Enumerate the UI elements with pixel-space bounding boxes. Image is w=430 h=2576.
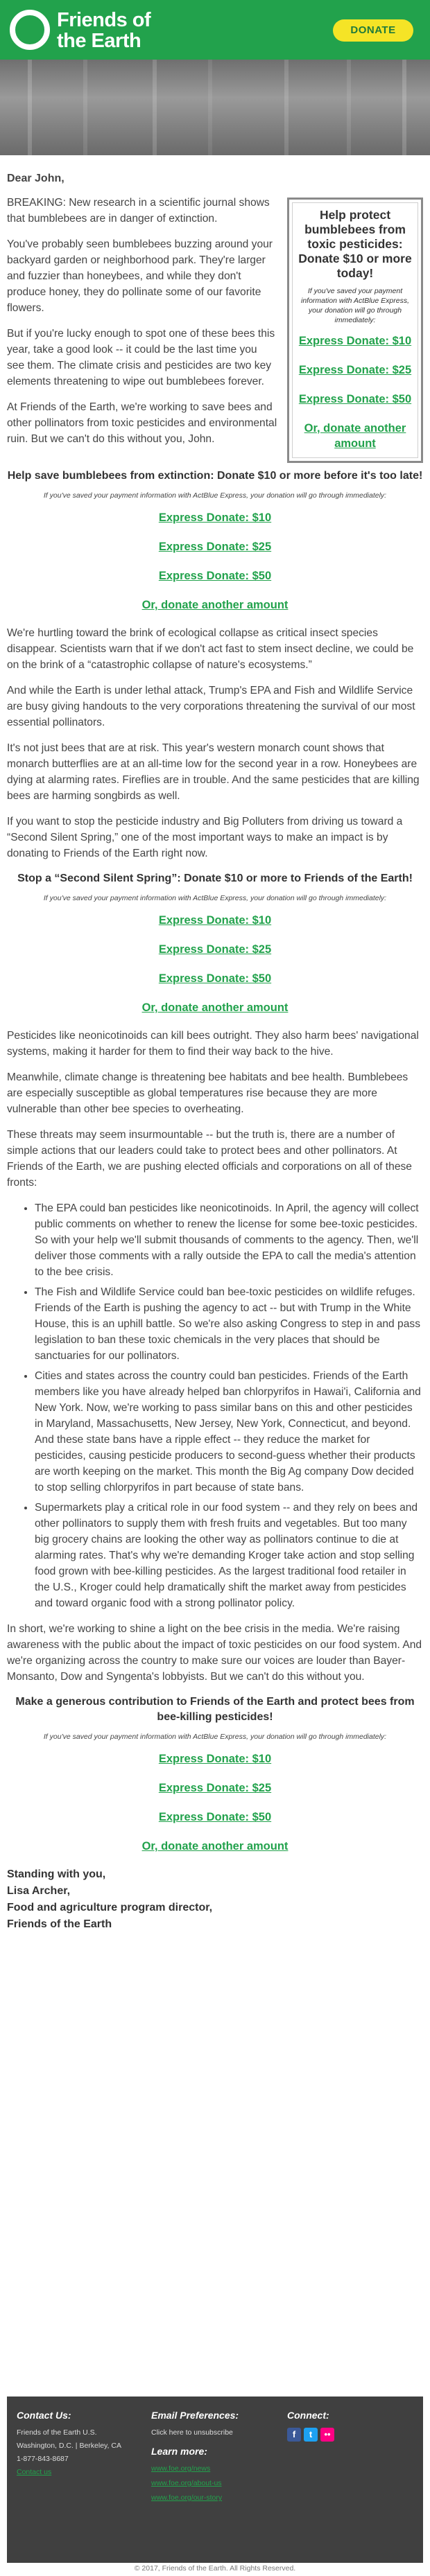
action-list [7, 1200, 423, 1611]
donate-25-link[interactable]: Express Donate: $25 [158, 541, 272, 553]
donate-50-link[interactable]: Express Donate: $50 [158, 972, 272, 985]
sidebox-donate-50-link[interactable]: Express Donate: $50 [298, 393, 412, 405]
body-paragraph: It's not just bees that are at risk. This year's western monarch count shows that monarch butterflies are at an all-time low for the second year in a row. Honeybees are dying at alarming rates. Fireflies are in trouble. And the same pesticides that are killing bees are harming songbirds as well. [7, 742, 420, 802]
body-paragraph: And while the Earth is under lethal attack, Trump's EPA and Fish and Wildlife Service are busy giving handouts to the very corporations threatening the survival of our most essential pollinators. [7, 685, 415, 728]
learn-more-link[interactable]: www.foe.org/about-us [151, 2479, 222, 2487]
intro-paragraph: But if you're lucky enough to spot one of these bees this year, take a good look -- it could be the last time you see them. The climate crisis and pesticides are two key elements threatening to wipe out bumblebees forever. [7, 328, 275, 387]
body-paragraph: Pesticides like neonicotinoids can kill bees outright. They also harm bees' navigational systems, making it harder for them to find their way back to the hive. [7, 1030, 419, 1058]
list-item: • Supermarkets play a critical role in our food system -- and they rely on bees and other pollinators to supply them with fresh fruits and vegetables. But too many big grocery chains are looking the other way as pollinators continue to die at alarming rates. That's why we're demanding Kroger take action and stop selling food grown with bee-killing pesticides. As the largest traditional food retailer in the U.S., Kroger could help dramatically shift the market away from pesticides and toward organic food with a strong pollinator policy. [35, 1500, 423, 1611]
donate-button[interactable]: DONATE [333, 19, 413, 42]
donation-ask-title: Stop a “Second Silent Spring”: Donate $10 or more to Friends of the Earth! [17, 873, 413, 884]
learn-more-link[interactable]: www.foe.org/news [151, 2464, 211, 2473]
body-paragraph: These threats may seem insurmountable -- but the truth is, there are a number of simple actions that our leaders could take to protect bees and other pollinators. At Friends of the Earth, we are pushing elected officials and corporations on all of these fronts: [7, 1129, 412, 1189]
sidebox-donate-10-link[interactable]: Express Donate: $10 [298, 335, 412, 347]
twitter-icon[interactable]: t [304, 2428, 318, 2442]
unsubscribe-link[interactable]: Click here to unsubscribe [151, 2428, 233, 2437]
donate-10-link[interactable]: Express Donate: $10 [158, 1753, 272, 1765]
copyright: © 2017, Friends of the Earth. All Rights Reserved. [134, 2564, 296, 2573]
sidebox-note: If you've saved your payment information with ActBlue Express, your donation will go through immediately: [300, 287, 409, 324]
sidebox-donate-25-link[interactable]: Express Donate: $25 [298, 364, 412, 376]
intro-paragraph: You've probably seen bumblebees buzzing around your backyard garden or neighborhood park. They're larger and fuzzier than honeybees, and while they don't produce honey, they do pollinate some of our favorite flowers. [7, 238, 273, 314]
body-paragraph: Meanwhile, climate change is threatening bee habitats and bee health. Bumblebees are especially susceptible as global temperatures rise because they are more vulnerable than other bee species to overheating. [7, 1071, 409, 1115]
body-paragraph: If you want to stop the pesticide industry and Big Polluters from driving us toward a “Second Silent Spring,” one of the most important ways to make an impact is by donating to Friends of the Earth right now. [7, 816, 403, 859]
donate-10-link[interactable]: Express Donate: $10 [158, 511, 272, 524]
intro-paragraph: At Friends of the Earth, we're working to save bees and other pollinators from toxic pesticides and environmental ruin. But we can't do this without you, John. [7, 401, 277, 445]
footer-preferences: Email Preferences: Click here to unsubscribe Learn more: www.foe.org/news www.foe.org/about-us www.foe.org/our-story [151, 2410, 276, 2507]
donation-ask-note: If you've saved your payment information with ActBlue Express, your donation will go through immediately: [43, 894, 387, 902]
body-paragraph: We're hurtling toward the brink of ecological collapse as critical insect species disappear. Scientists warn that if we don't act fast to stem insect decline, we could be on the brink of a “catastrophic collapse of nature's ecosystems.” [7, 627, 414, 671]
list-item: • Cities and states across the country could ban pesticides. Friends of the Earth members like you have already helped ban chlorpyrifos in Hawai'i, California and New York. Now, we're working to pass similar bans on this and other pesticides in Maryland, Massachusetts, New Jersey, New York, Connecticut, and beyond. And these state bans have a ripple effect -- they reduce the market for pesticides, causing pesticide producers to second-guess whether their products are worth keeping on the market. This month the Big Ag company Dow decided to stop selling chlorpyrifos in part because of state bans. [35, 1368, 423, 1496]
donate-other-link[interactable]: Or, donate another amount [141, 1840, 289, 1852]
donate-other-link[interactable]: Or, donate another amount [141, 1001, 289, 1014]
email-body [7, 170, 423, 1933]
donation-ask-title: Make a generous contribution to Friends of the Earth and protect bees from bee-killing pesticides! [15, 1696, 415, 1723]
donation-ask-note: If you've saved your payment information with ActBlue Express, your donation will go through immediately: [43, 491, 387, 500]
greeting: Dear John, [7, 173, 64, 184]
signature: Standing with you, Lisa Archer, Food and agriculture program director, Friends of the Earth [7, 1868, 213, 1930]
donation-ask-note: If you've saved your payment information with ActBlue Express, your donation will go through immediately: [43, 1733, 387, 1741]
sidebox-donate-other-link[interactable]: Or, donate another amount [304, 422, 406, 450]
sidebox-title: Help protect bumblebees from toxic pesticides: Donate $10 or more today! [298, 208, 412, 280]
logo-ring-icon[interactable] [10, 10, 50, 50]
header [0, 0, 430, 60]
donation-sidebox [287, 198, 423, 463]
donate-10-link[interactable]: Express Donate: $10 [158, 914, 272, 927]
facebook-icon[interactable]: f [287, 2428, 301, 2442]
contact-us-link[interactable]: Contact us [17, 2468, 52, 2476]
list-item: • The Fish and Wildlife Service could ban bee-toxic pesticides on wildlife refuges. Friends of the Earth is pushing the agency to act -- but with Trump in the White House, this is an uphill battle. So we're also asking Congress to step in and pass legislation to ban these toxic chemicals in the very places that should be sanctuaries for our pollinators. [35, 1284, 423, 1364]
donate-25-link[interactable]: Express Donate: $25 [158, 943, 272, 956]
list-item: • The EPA could ban pesticides like neonicotinoids. In April, the agency will collect public comments on whether to renew the license for some bee-toxic pesticides. So with your help we'll submit thousands of comments to the agency. Then, we'll deliver those comments with a rally outside the EPA to call the media's attention to the bee crisis. [35, 1200, 423, 1280]
footer-connect: Connect: f t •• [287, 2410, 412, 2442]
footer [7, 2397, 423, 2563]
logo-text[interactable]: Friends of the Earth [57, 9, 151, 52]
donation-ask-title: Help save bumblebees from extinction: Donate $10 or more before it's too late! [7, 470, 423, 482]
donate-50-link[interactable]: Express Donate: $50 [158, 1811, 272, 1823]
hero-image [0, 60, 430, 155]
donate-50-link[interactable]: Express Donate: $50 [158, 570, 272, 582]
flickr-icon[interactable]: •• [320, 2428, 334, 2442]
footer-contact: Contact Us: Friends of the Earth U.S. Washington, D.C. | Berkeley, CA 1-877-843-8687 Contact us [17, 2410, 141, 2482]
intro-paragraph: BREAKING: New research in a scientific journal shows that bumblebees are in danger of extinction. [7, 197, 270, 225]
learn-more-link[interactable]: www.foe.org/our-story [151, 2494, 223, 2502]
donate-25-link[interactable]: Express Donate: $25 [158, 1782, 272, 1794]
closing-paragraph: In short, we're working to shine a light on the bee crisis in the media. We're raising awareness with the public about the impact of toxic pesticides on our food system. And we're organizing across the country to make sure our voices are louder than Bayer-Monsanto, Dow and Syngenta's lobbyists. But we can't do this without you. [7, 1623, 422, 1683]
donate-other-link[interactable]: Or, donate another amount [141, 599, 289, 611]
